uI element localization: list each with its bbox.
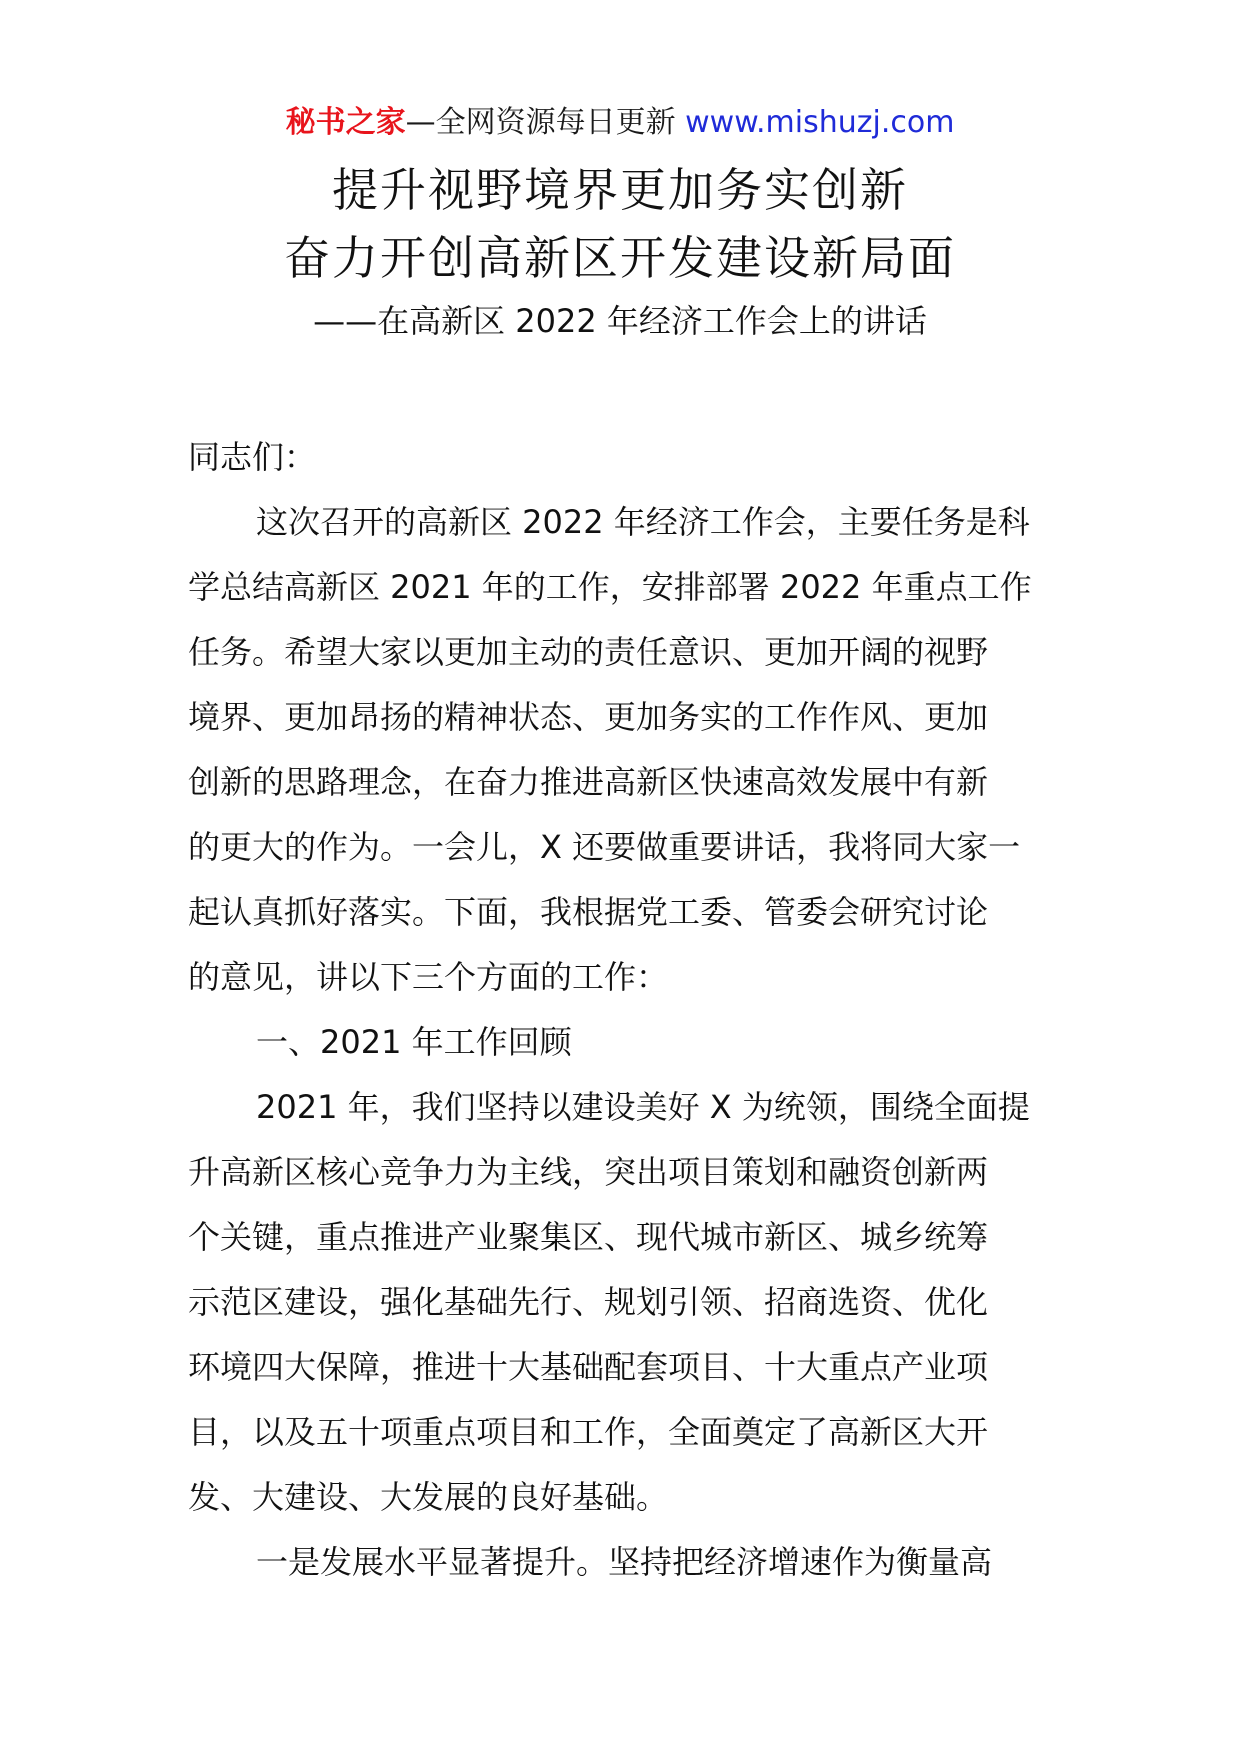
paragraph-line: 示范区建设，强化基础先行、规划引领、招商选资、优化 <box>188 1283 989 1321</box>
paragraph-line: 发、大建设、大发展的良好基础。 <box>188 1478 669 1516</box>
paragraph-line: 2021 年，我们坚持以建设美好 X 为统领，围绕全面提 <box>256 1088 1030 1126</box>
paragraph-line: 环境四大保障，推进十大基础配套项目、十大重点产业项 <box>188 1348 989 1386</box>
paragraph-line: 的意见，讲以下三个方面的工作： <box>188 958 669 996</box>
paragraph-line: 升高新区核心竞争力为主线，突出项目策划和融资创新两 <box>188 1153 989 1191</box>
paragraph-line: 这次召开的高新区 2022 年经济工作会，主要任务是科 <box>256 503 1030 541</box>
document-title-line-2: 奋力开创高新区开发建设新局面 <box>284 231 956 285</box>
document-title-line-1: 提升视野境界更加务实创新 <box>332 163 908 217</box>
paragraph-line: 目，以及五十项重点项目和工作，全面奠定了高新区大开 <box>188 1413 989 1451</box>
paragraph-line: 创新的思路理念，在奋力推进高新区快速高效发展中有新 <box>188 763 989 801</box>
site-url-link[interactable]: www.mishuzj.com <box>685 105 955 140</box>
paragraph-line: 起认真抓好落实。下面，我根据党工委、管委会研究讨论 <box>188 893 989 931</box>
banner-tagline: —全网资源每日更新 <box>405 105 676 140</box>
paragraph-line: 的更大的作为。一会儿，X 还要做重要讲话，我将同大家一 <box>188 828 1021 866</box>
paragraph-line: 境界、更加昂扬的精神状态、更加务实的工作作风、更加 <box>188 698 989 736</box>
paragraph-line: 学总结高新区 2021 年的工作，安排部署 2022 年重点工作 <box>188 568 1032 606</box>
section-heading: 一、2021 年工作回顾 <box>256 1023 572 1061</box>
salutation: 同志们： <box>188 438 317 476</box>
brand-name: 秘书之家 <box>285 105 406 140</box>
paragraph-line: 一是发展水平显著提升。坚持把经济增速作为衡量高 <box>256 1543 993 1581</box>
document-subtitle: ——在高新区 2022 年经济工作会上的讲话 <box>313 302 927 340</box>
paragraph-line: 个关键，重点推进产业聚集区、现代城市新区、城乡统筹 <box>188 1218 989 1256</box>
paragraph-line: 任务。希望大家以更加主动的责任意识、更加开阔的视野 <box>188 633 989 671</box>
document-body <box>188 425 1054 1595</box>
site-banner <box>0 100 1240 146</box>
